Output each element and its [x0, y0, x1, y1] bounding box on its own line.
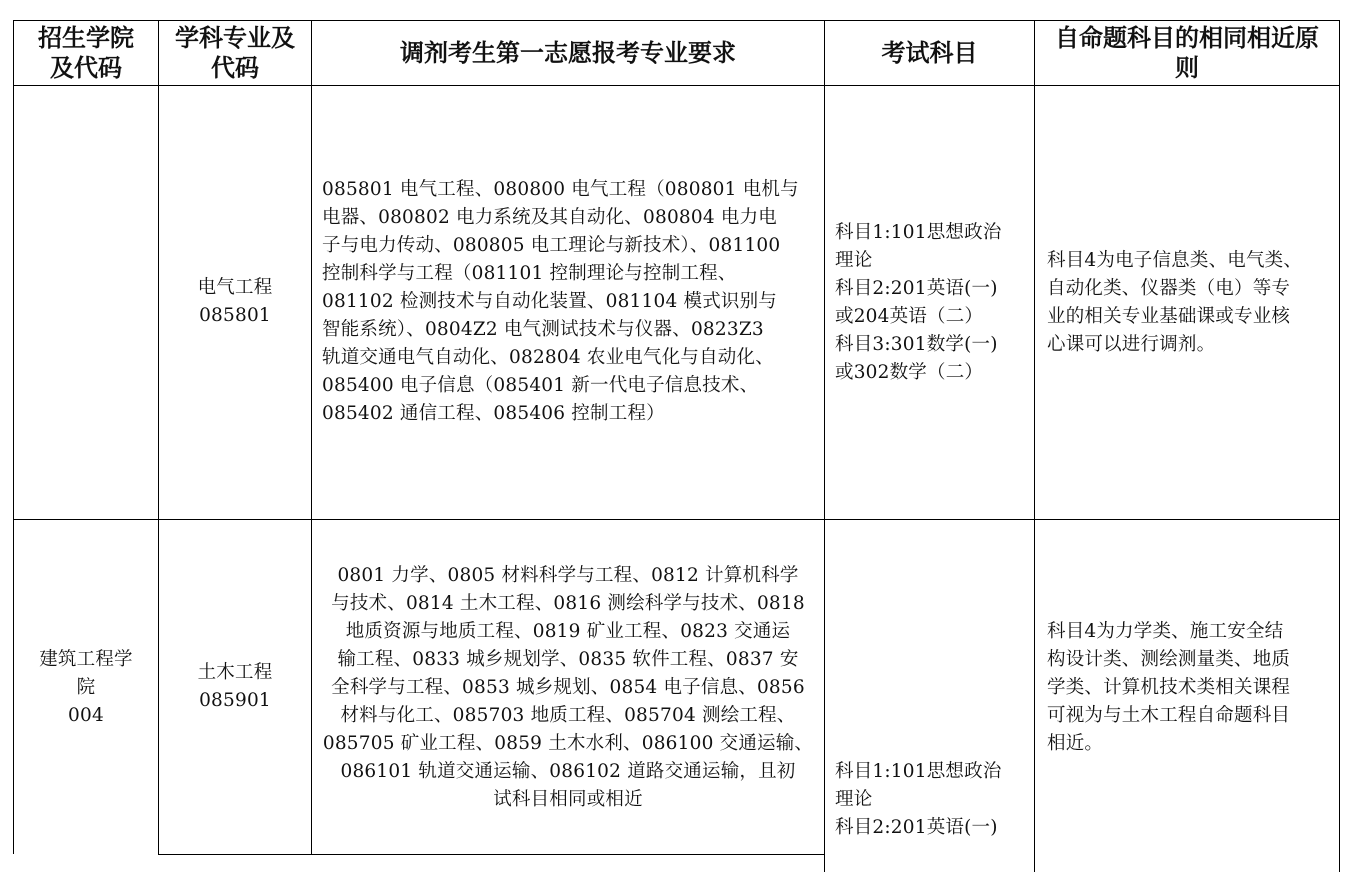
header-exam	[825, 21, 1034, 85]
major-code: 085801	[199, 305, 271, 326]
column-divider	[158, 20, 159, 855]
text-line: 材料与化工、085703 地质工程、085704 测绘工程、	[340, 705, 796, 726]
header-bottom-border	[13, 85, 1340, 86]
column-divider	[824, 20, 825, 872]
text-line: 智能系统）、0804Z2 电气测试技术与仪器、0823Z3	[322, 319, 764, 340]
row2-college	[14, 646, 158, 730]
major-name: 土木工程	[197, 662, 273, 683]
text-line: 业的相关专业基础课或专业核	[1047, 306, 1291, 327]
header-principle-line: 自命题科目的相同相近原	[1055, 24, 1319, 52]
row2-requirement	[314, 562, 822, 814]
text-line: 输工程、0833 城乡规划学、0835 软件工程、0837 安	[337, 649, 799, 670]
text-line: 科目3:301数学(一)	[835, 334, 998, 355]
text-line: 建筑工程学	[39, 649, 133, 670]
text-line: 院	[76, 677, 96, 698]
text-line: 心课可以进行调剂。	[1047, 334, 1216, 355]
major-name: 电气工程	[197, 277, 273, 298]
text-line: 相近。	[1047, 733, 1104, 754]
text-line: 可视为与土木工程自命题科目	[1047, 705, 1291, 726]
major-code: 085901	[199, 690, 271, 711]
text-line: 构设计类、测绘测量类、地质	[1047, 649, 1291, 670]
text-line: 理论	[835, 789, 873, 810]
header-exam-text: 考试科目	[881, 39, 978, 67]
text-line: 子与电力传动、080805 电工理论与新技术）、081100	[322, 235, 781, 256]
row1-exam	[835, 219, 1033, 387]
header-major-line: 代码	[211, 54, 259, 82]
text-line: 电器、080802 电力系统及其自动化、080804 电力电	[322, 207, 778, 228]
row2-exam	[835, 758, 1033, 842]
header-requirement-text: 调剂考生第一志愿报考专业要求	[400, 39, 736, 67]
text-line: 科目2:201英语(一)	[835, 278, 998, 299]
text-line: 科目1:101思想政治	[835, 761, 1002, 782]
text-line: 地质资源与地质工程、0819 矿业工程、0823 交通运	[345, 621, 791, 642]
text-line: 081102 检测技术与自动化装置、081104 模式识别与	[322, 291, 778, 312]
header-major	[159, 23, 311, 83]
row1-major	[159, 274, 311, 330]
header-college-line: 及代码	[50, 54, 122, 82]
text-line: 004	[68, 705, 104, 726]
text-line: 自动化类、仪器类（电）等专	[1047, 278, 1291, 299]
text-line: 086101 轨道交通运输、086102 道路交通运输，且初	[340, 761, 796, 782]
text-line: 科目1:101思想政治	[835, 222, 1002, 243]
text-line: 或204英语（二）	[835, 306, 984, 327]
text-line: 控制科学与工程（081101 控制理论与控制工程、	[322, 263, 737, 284]
text-line: 或302数学（二）	[835, 362, 984, 383]
column-divider	[1034, 20, 1035, 872]
text-line: 0801 力学、0805 材料科学与工程、0812 计算机科学	[337, 565, 799, 586]
text-line: 轨道交通电气自动化、082804 农业电气化与自动化、	[322, 347, 774, 368]
text-line: 科目2:201英语(一)	[835, 817, 998, 838]
text-line: 科目4为力学类、施工安全结	[1047, 621, 1284, 642]
table-right-border	[1339, 20, 1340, 872]
row1-requirement	[322, 176, 822, 428]
text-line: 085801 电气工程、080800 电气工程（080801 电机与	[322, 179, 799, 200]
text-line: 085402 通信工程、085406 控制工程）	[322, 403, 665, 424]
row-partial-bottom-border	[158, 854, 824, 855]
header-principle-line: 则	[1175, 54, 1199, 82]
text-line: 085400 电子信息（085401 新一代电子信息技术、	[322, 375, 759, 396]
header-college	[14, 23, 158, 83]
column-divider	[311, 20, 312, 855]
text-line: 试科目相同或相近	[493, 789, 643, 810]
text-line: 学类、计算机技术类相关课程	[1047, 677, 1291, 698]
header-principle	[1035, 23, 1339, 83]
row-separator	[13, 519, 1340, 520]
text-line: 与技术、0814 土木工程、0816 测绘科学与技术、0818	[331, 593, 805, 614]
header-major-line: 学科专业及	[175, 24, 295, 52]
text-line: 理论	[835, 250, 873, 271]
header-requirement	[312, 21, 824, 85]
header-college-line: 招生学院	[38, 24, 134, 52]
text-line: 085705 矿业工程、0859 土木水利、086100 交通运输、	[322, 733, 814, 754]
text-line: 全科学与工程、0853 城乡规划、0854 电子信息、0856	[331, 677, 805, 698]
row2-major	[159, 659, 311, 715]
text-line: 科目4为电子信息类、电气类、	[1047, 250, 1303, 271]
row1-principle	[1047, 247, 1338, 359]
row2-principle	[1047, 618, 1338, 758]
